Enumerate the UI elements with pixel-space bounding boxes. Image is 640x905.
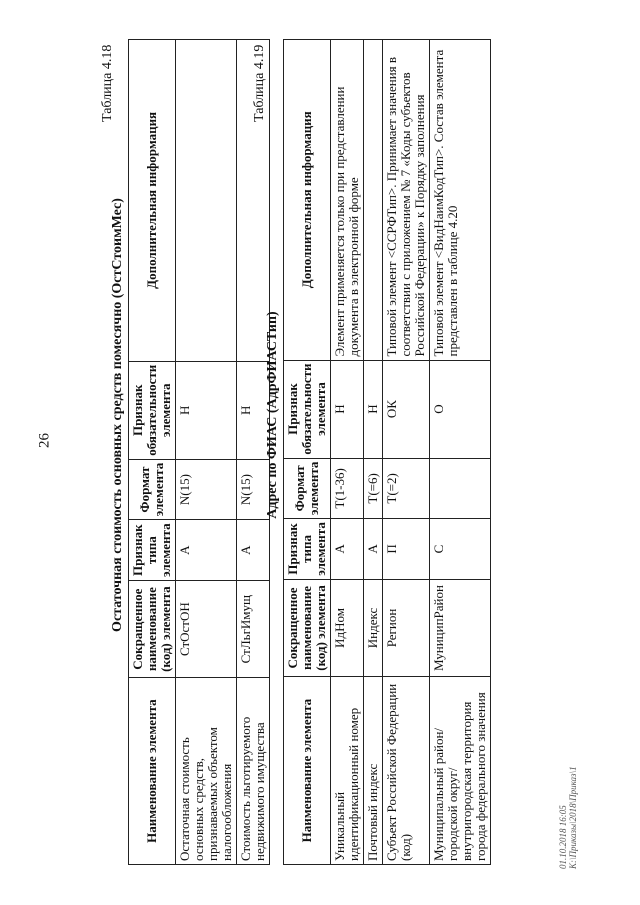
header-required: Признак обязательности элемента [284, 360, 331, 458]
cell-format: T(=2) [383, 458, 430, 519]
cell-type: А [237, 520, 270, 581]
cell-required: ОК [383, 360, 430, 458]
cell-code: ИдНом [331, 579, 364, 676]
header-type: Признак типа элемента [284, 519, 331, 580]
table-4-18-caption: Таблица 4.18 [100, 44, 115, 122]
cell-code: СтОстОН [176, 581, 237, 678]
header-code: Сокращенное наименование (код) элемента [284, 579, 331, 676]
cell-name: Почтовый индекс [364, 677, 383, 865]
header-format: Формат элемента [129, 459, 176, 520]
header-type: Признак типа элемента [129, 520, 176, 581]
cell-name: Субъект Российской Федерации (код) [383, 677, 430, 865]
header-info: Дополнительная информация [129, 40, 176, 362]
cell-type: А [176, 520, 237, 581]
cell-name: Муниципальный район/ городской округ/ внутригородская территория города федерального значения [430, 677, 491, 865]
table-row [364, 40, 383, 865]
header-info: Дополнительная информация [284, 40, 331, 361]
header-format: Формат элемента [284, 458, 331, 519]
cell-type: А [364, 519, 383, 580]
cell-info: Типовой элемент <ССРФТип>. Принимает значения в соответствии с приложением № 7 «Коды субъектов Российской Федерации» к Порядку заполнения [383, 40, 430, 361]
footer-line-2: К:\Приказы\2018\Приказ\1 [568, 766, 578, 869]
cell-format: T(1-36) [331, 458, 364, 519]
cell-type: А [331, 519, 364, 580]
cell-name: Остаточная стоимость основных средств, признаваемых объектом налогообложения [176, 678, 237, 865]
header-name: Наименование элемента [284, 677, 331, 865]
table-header-row [129, 40, 176, 865]
table-4-18-title: Остаточная стоимость основных средств помесячно (ОстСтоимМес) [110, 198, 125, 632]
table-row [430, 40, 491, 865]
cell-code: СтЛьгИмущ [237, 581, 270, 678]
cell-format: N(15) [237, 459, 270, 520]
table-4-18 [128, 39, 270, 865]
table-header-row [284, 40, 331, 865]
cell-format: T(=6) [364, 458, 383, 519]
table-row [331, 40, 364, 865]
cell-code: Индекс [364, 579, 383, 676]
cell-required: Н [237, 361, 270, 459]
header-required: Признак обязательности элемента [129, 361, 176, 459]
footer-stamp [558, 766, 578, 869]
cell-info [176, 40, 237, 362]
table-row [383, 40, 430, 865]
cell-format [430, 458, 491, 519]
cell-info [364, 40, 383, 361]
table-row [176, 40, 237, 865]
cell-code: МуниципРайон [430, 579, 491, 676]
cell-type: П [383, 519, 430, 580]
cell-format: N(15) [176, 459, 237, 520]
cell-info: Типовой элемент <ВидНаимКодТип>. Состав элемента представлен в таблице 4.20 [430, 40, 491, 361]
footer-line-1: 01.10.2018 16:05 [558, 805, 568, 869]
table-4-19-title: Адрес по ФИАС (АдрФИАСТип) [265, 311, 280, 519]
cell-name: Уникальный идентификационный номер [331, 677, 364, 865]
cell-info: Элемент применяется только при представлении документа в электронной форме [331, 40, 364, 361]
cell-name: Стоимость льготируемого недвижимого имущества [237, 678, 270, 865]
cell-required: Н [364, 360, 383, 458]
table-4-19 [283, 39, 491, 865]
cell-type: С [430, 519, 491, 580]
cell-code: Регион [383, 579, 430, 676]
table-4-19-caption: Таблица 4.19 [252, 44, 267, 122]
header-name: Наименование элемента [129, 678, 176, 865]
cell-required: О [430, 360, 491, 458]
page-number: 26 [36, 433, 53, 448]
cell-required: Н [176, 361, 237, 459]
header-code: Сокращенное наименование (код) элемента [129, 581, 176, 678]
cell-required: Н [331, 360, 364, 458]
